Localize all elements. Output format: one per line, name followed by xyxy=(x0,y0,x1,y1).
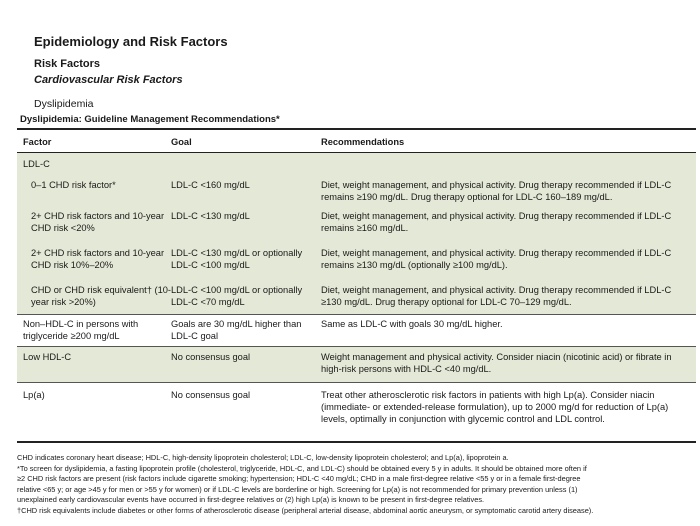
factor-cell: Low HDL-C xyxy=(23,352,72,362)
goal-cell: No consensus goal xyxy=(171,352,251,362)
footnote-line: relative <65 y; or age >45 y for men or >55 y for women) or if LDL-C levels are borderline or high. Screening for Lp(a) is not recommended for primary prevention unless (1) xyxy=(17,484,578,494)
footnote-line: unexplained early cardiovascular events have occurred in first-degree relatives or (2) high Lp(a) is known to be present in first-degree relatives. xyxy=(17,495,485,505)
goal-cell: LDL-C <130 mg/dL xyxy=(171,211,250,221)
factor-cell: Lp(a) xyxy=(23,390,45,400)
table-row xyxy=(17,284,696,314)
page-title: Epidemiology and Risk Factors xyxy=(34,34,228,49)
recommendation-cell: Weight management and physical activity. Consider niacin (nicotinic acid) or fibrate in high-risk persons with HDL-C <40 mg/dL. xyxy=(321,352,672,374)
footnote-line: CHD indicates coronary heart disease; HDL-C, high-density lipoprotein cholesterol; LDL-C, low-density lipoprotein cholesterol; and Lp(a), lipoprotein a. xyxy=(17,453,509,462)
table-title: Dyslipidemia: Guideline Management Recommendations* xyxy=(20,114,280,125)
table-header-row xyxy=(17,130,696,152)
recommendation-cell: Diet, weight management, and physical activity. Drug therapy recommended if LDL-C remains ≥130 mg/dL (optionally ≥100 mg/dL). xyxy=(321,248,672,270)
subsection-heading: Cardiovascular Risk Factors xyxy=(34,74,183,86)
recommendations-table xyxy=(17,128,696,443)
recommendation-cell: Treat other atherosclerotic risk factors in patients with high Lp(a). Consider niacin (immediate- or extended-release formulation), up to 2000 mg/d for reduction of Lp(a) levels, optimally in conjunction with glycemic control and LDL control. xyxy=(321,390,669,424)
column-header-factor: Factor xyxy=(23,137,52,147)
ldl-group-label: LDL-C xyxy=(23,159,50,169)
recommendation-cell: Diet, weight management, and physical activity. Drug therapy recommended if LDL-C ≥130 mg/dL. Drug therapy optional for LDL-C 70–129 mg/dL. xyxy=(321,285,672,307)
factor-cell: 0–1 CHD risk factor* xyxy=(31,180,116,190)
footnote-line: †CHD risk equivalents include diabetes or other forms of atherosclerotic disease (peripheral arterial disease, abdominal aortic aneurysm, or symptomatic carotid artery disease). xyxy=(17,505,594,515)
column-header-recommendations: Recommendations xyxy=(321,137,405,147)
goal-cell: No consensus goal xyxy=(171,390,251,400)
footnote-line: *To screen for dyslipidemia, a fasting lipoprotein profile (cholesterol, triglyceride, HDL-C, and LDL-C) should be obtained every 5 y in adults. It should be obtained more often if xyxy=(17,463,587,473)
table-row xyxy=(17,347,696,382)
table-row xyxy=(17,179,696,210)
footnotes xyxy=(17,453,697,517)
topic-heading: Dyslipidemia xyxy=(34,98,94,110)
recommendation-cell: Diet, weight management, and physical activity. Drug therapy recommended if LDL-C remains ≥190 mg/dL. Drug therapy optional for LDL-C 160–189 mg/dL. xyxy=(321,180,672,202)
recommendation-cell: Same as LDL-C with goals 30 mg/dL higher. xyxy=(321,319,503,329)
ldl-group xyxy=(17,153,696,314)
goal-cell: LDL-C <130 mg/dL or optionally LDL-C <100 mg/dL xyxy=(171,248,303,270)
table-row xyxy=(17,153,696,179)
factor-cell: 2+ CHD risk factors and 10-year CHD risk 10%–20% xyxy=(31,248,165,270)
table-bottom-rule xyxy=(17,441,696,443)
table-row xyxy=(17,315,696,346)
table-row xyxy=(17,210,696,247)
section-heading: Risk Factors xyxy=(34,58,101,70)
table-row xyxy=(17,383,696,441)
factor-cell: 2+ CHD risk factors and 10-year CHD risk <20% xyxy=(31,211,165,233)
factor-cell: CHD or CHD risk equivalent† (10-year risk >20%) xyxy=(31,285,172,307)
table-row xyxy=(17,247,696,284)
goal-cell: LDL-C <160 mg/dL xyxy=(171,180,250,190)
goal-cell: LDL-C <100 mg/dL or optionally LDL-C <70 mg/dL xyxy=(171,285,303,307)
recommendation-cell: Diet, weight management, and physical activity. Drug therapy recommended if LDL-C remains ≥160 mg/dL. xyxy=(321,211,672,233)
factor-cell: Non–HDL-C in persons with triglyceride ≥200 mg/dL xyxy=(23,319,139,341)
goal-cell: Goals are 30 mg/dL higher than LDL-C goal xyxy=(171,319,302,341)
footnote-line: ≥2 CHD risk factors are present (risk factors include cigarette smoking; hypertension; HDL-C <40 mg/dL; CHD in a male first-degree relative <55 y or in a female first-degree xyxy=(17,474,581,484)
column-header-goal: Goal xyxy=(171,137,192,147)
